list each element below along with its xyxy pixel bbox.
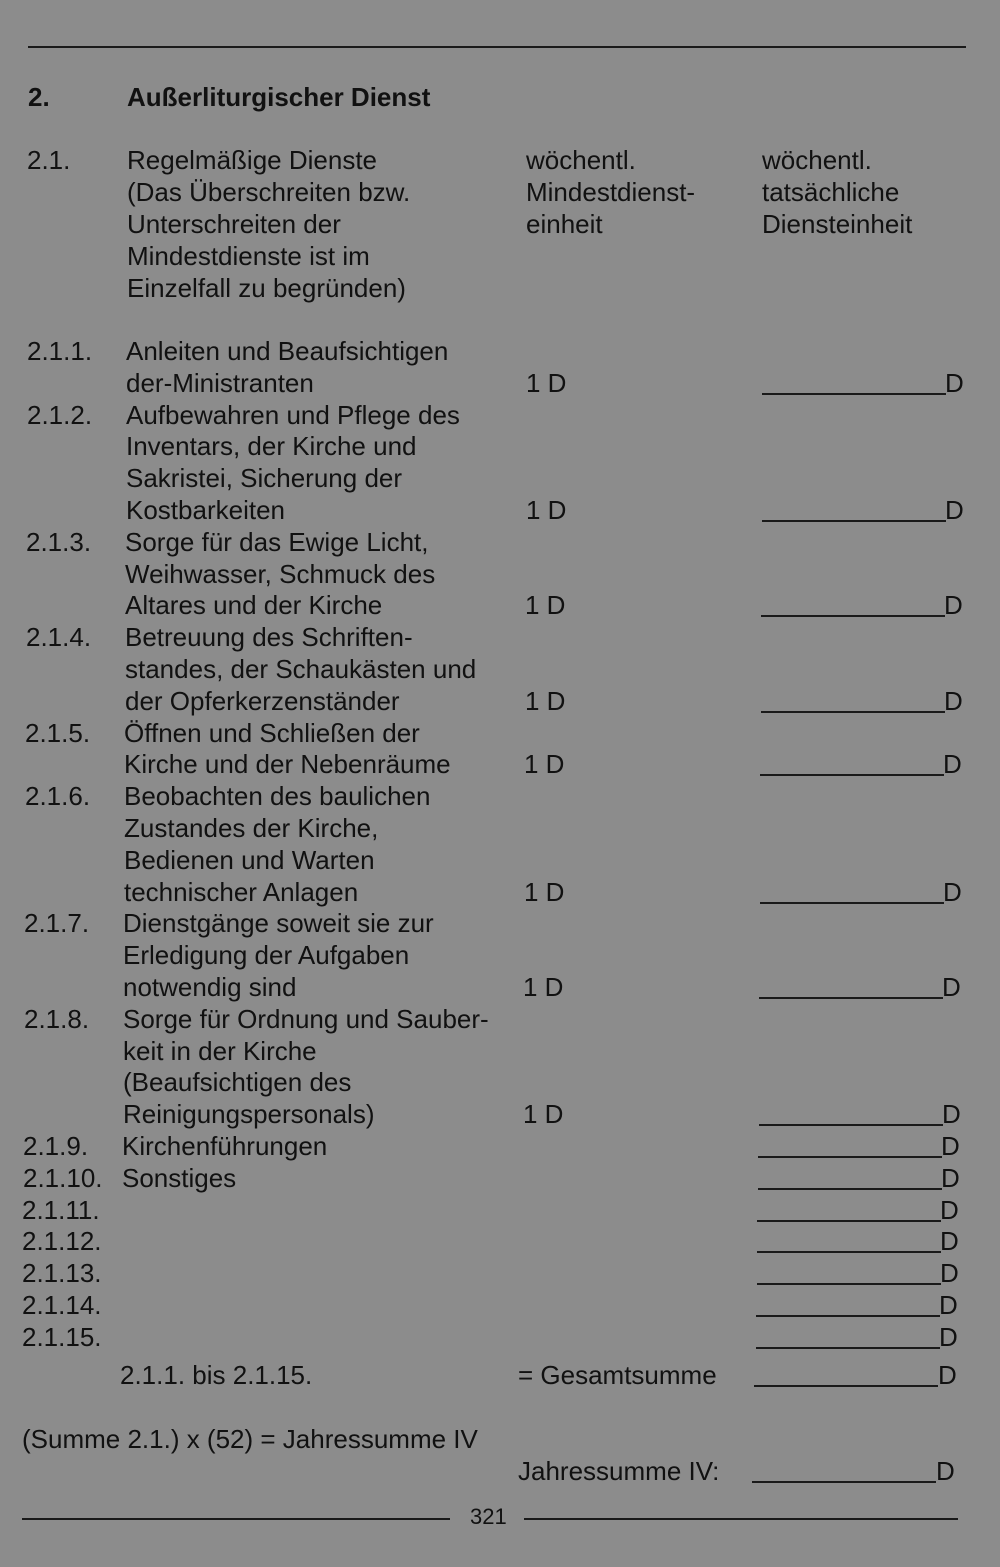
item-label-line: Reinigungspersonals) bbox=[123, 1099, 375, 1129]
item-actual-unit: D bbox=[941, 1163, 960, 1193]
item-actual-blank-line[interactable] bbox=[759, 997, 943, 999]
item-label-line: Kirche und der Nebenräume bbox=[124, 749, 451, 779]
item-label-line: Weihwasser, Schmuck des bbox=[125, 559, 436, 589]
column-header-min-line: wöchentl. bbox=[526, 145, 636, 175]
item-actual-unit: D bbox=[940, 1258, 959, 1288]
item-label-line: standes, der Schaukästen und bbox=[125, 654, 477, 684]
item-min-units: 1 D bbox=[526, 495, 567, 525]
item-label-line: der Opferkerzenständer bbox=[125, 686, 400, 716]
item-number: 2.1.14. bbox=[22, 1290, 102, 1320]
item-label-line: Inventars, der Kirche und bbox=[126, 431, 417, 461]
item-label-line: keit in der Kirche bbox=[123, 1036, 317, 1066]
item-min-units: 1 D bbox=[524, 749, 565, 779]
item-actual-unit: D bbox=[943, 877, 962, 907]
item-actual-unit: D bbox=[942, 972, 961, 1002]
item-actual-blank-line[interactable] bbox=[757, 1220, 941, 1222]
annual-label: Jahressumme IV: bbox=[518, 1456, 720, 1486]
column-header-min-line: einheit bbox=[526, 209, 603, 239]
item-actual-blank-line[interactable] bbox=[758, 1188, 942, 1190]
bottom-rule-right bbox=[524, 1518, 958, 1520]
page-number: 321 bbox=[470, 1504, 507, 1529]
item-number: 2.1.12. bbox=[22, 1226, 102, 1256]
item-number: 2.1.5. bbox=[25, 718, 91, 748]
item-actual-unit: D bbox=[940, 1195, 959, 1225]
item-number: 2.1.11. bbox=[22, 1195, 100, 1225]
section-number: 2. bbox=[28, 82, 50, 112]
annual-unit: D bbox=[936, 1456, 955, 1486]
subsection-label-line: Einzelfall zu begründen) bbox=[127, 273, 406, 303]
item-number: 2.1.10. bbox=[23, 1163, 103, 1193]
item-actual-unit: D bbox=[942, 1099, 961, 1129]
subsection-number: 2.1. bbox=[27, 145, 71, 175]
item-label-line: technischer Anlagen bbox=[124, 877, 359, 907]
item-actual-unit: D bbox=[943, 749, 962, 779]
item-number: 2.1.6. bbox=[25, 781, 91, 811]
item-actual-blank-line[interactable] bbox=[761, 711, 945, 713]
item-label-line: Altares und der Kirche bbox=[125, 590, 383, 620]
subsection-label-line: (Das Überschreiten bzw. bbox=[127, 177, 411, 207]
item-actual-blank-line[interactable] bbox=[761, 615, 945, 617]
item-actual-blank-line[interactable] bbox=[758, 1156, 942, 1158]
item-number: 2.1.1. bbox=[27, 336, 93, 366]
item-label-line: (Beaufsichtigen des bbox=[123, 1067, 352, 1097]
total-range-label: 2.1.1. bis 2.1.15. bbox=[120, 1360, 313, 1390]
item-label-line: Anleiten und Beaufsichtigen bbox=[126, 336, 449, 366]
item-min-units: 1 D bbox=[525, 590, 566, 620]
item-number: 2.1.9. bbox=[23, 1131, 89, 1161]
column-header-actual-line: tatsächliche bbox=[762, 177, 900, 207]
item-label-line: Kirchenführungen bbox=[122, 1131, 328, 1161]
item-label-line: Sonstiges bbox=[122, 1163, 237, 1193]
item-label-line: Sorge für Ordnung und Sauber- bbox=[123, 1004, 489, 1034]
item-actual-blank-line[interactable] bbox=[756, 1347, 940, 1349]
section-title: Außerliturgischer Dienst bbox=[127, 82, 431, 112]
total-unit: D bbox=[938, 1360, 957, 1390]
item-actual-unit: D bbox=[944, 686, 963, 716]
item-number: 2.1.3. bbox=[26, 527, 92, 557]
item-actual-blank-line[interactable] bbox=[757, 1251, 941, 1253]
column-header-actual-line: wöchentl. bbox=[762, 145, 872, 175]
item-number: 2.1.15. bbox=[22, 1322, 102, 1352]
subsection-label-line: Mindestdienste ist im bbox=[127, 241, 370, 271]
item-min-units: 1 D bbox=[524, 877, 565, 907]
item-number: 2.1.13. bbox=[22, 1258, 102, 1288]
item-label-line: Kostbarkeiten bbox=[126, 495, 285, 525]
item-actual-blank-line[interactable] bbox=[760, 902, 944, 904]
item-label-line: Sorge für das Ewige Licht, bbox=[125, 527, 429, 557]
item-min-units: 1 D bbox=[526, 368, 567, 398]
item-actual-blank-line[interactable] bbox=[762, 520, 946, 522]
item-label-line: Erledigung der Aufgaben bbox=[123, 940, 410, 970]
item-label-line: Dienstgänge soweit sie zur bbox=[123, 908, 434, 938]
item-number: 2.1.8. bbox=[24, 1004, 90, 1034]
item-label-line: notwendig sind bbox=[123, 972, 297, 1002]
item-label-line: Beobachten des baulichen bbox=[124, 781, 431, 811]
item-number: 2.1.4. bbox=[26, 622, 92, 652]
column-header-min-line: Mindestdienst- bbox=[526, 177, 696, 207]
item-label-line: Zustandes der Kirche, bbox=[124, 813, 379, 843]
item-actual-blank-line[interactable] bbox=[760, 774, 944, 776]
item-label-line: Öffnen und Schließen der bbox=[124, 718, 420, 748]
item-actual-unit: D bbox=[945, 495, 964, 525]
bottom-rule-left bbox=[22, 1518, 450, 1520]
item-actual-blank-line[interactable] bbox=[757, 1283, 941, 1285]
item-number: 2.1.7. bbox=[24, 908, 90, 938]
item-min-units: 1 D bbox=[523, 1099, 564, 1129]
subsection-label-line: Regelmäßige Dienste bbox=[127, 145, 378, 175]
item-actual-unit: D bbox=[939, 1322, 958, 1352]
item-min-units: 1 D bbox=[525, 686, 566, 716]
item-actual-unit: D bbox=[941, 1131, 960, 1161]
item-label-line: Bedienen und Warten bbox=[124, 845, 375, 875]
top-rule bbox=[28, 46, 966, 48]
item-label-line: Betreuung des Schriften- bbox=[125, 622, 413, 652]
item-actual-blank-line[interactable] bbox=[759, 1124, 943, 1126]
column-header-actual-line: Diensteinheit bbox=[762, 209, 913, 239]
item-actual-blank-line[interactable] bbox=[762, 393, 946, 395]
annual-blank-line[interactable] bbox=[752, 1481, 936, 1483]
item-label-line: Aufbewahren und Pflege des bbox=[126, 400, 460, 430]
annual-formula: (Summe 2.1.) x (52) = Jahressumme IV bbox=[22, 1424, 478, 1454]
item-min-units: 1 D bbox=[523, 972, 564, 1002]
total-sum-label: = Gesamtsumme bbox=[518, 1360, 717, 1390]
item-actual-unit: D bbox=[945, 368, 964, 398]
item-actual-unit: D bbox=[940, 1226, 959, 1256]
item-label-line: der-Ministranten bbox=[126, 368, 314, 398]
item-label-line: Sakristei, Sicherung der bbox=[126, 463, 403, 493]
subsection-label-line: Unterschreiten der bbox=[127, 209, 341, 239]
item-actual-blank-line[interactable] bbox=[756, 1315, 940, 1317]
item-actual-unit: D bbox=[944, 590, 963, 620]
item-number: 2.1.2. bbox=[27, 400, 93, 430]
item-actual-unit: D bbox=[939, 1290, 958, 1320]
total-blank-line[interactable] bbox=[754, 1385, 938, 1387]
